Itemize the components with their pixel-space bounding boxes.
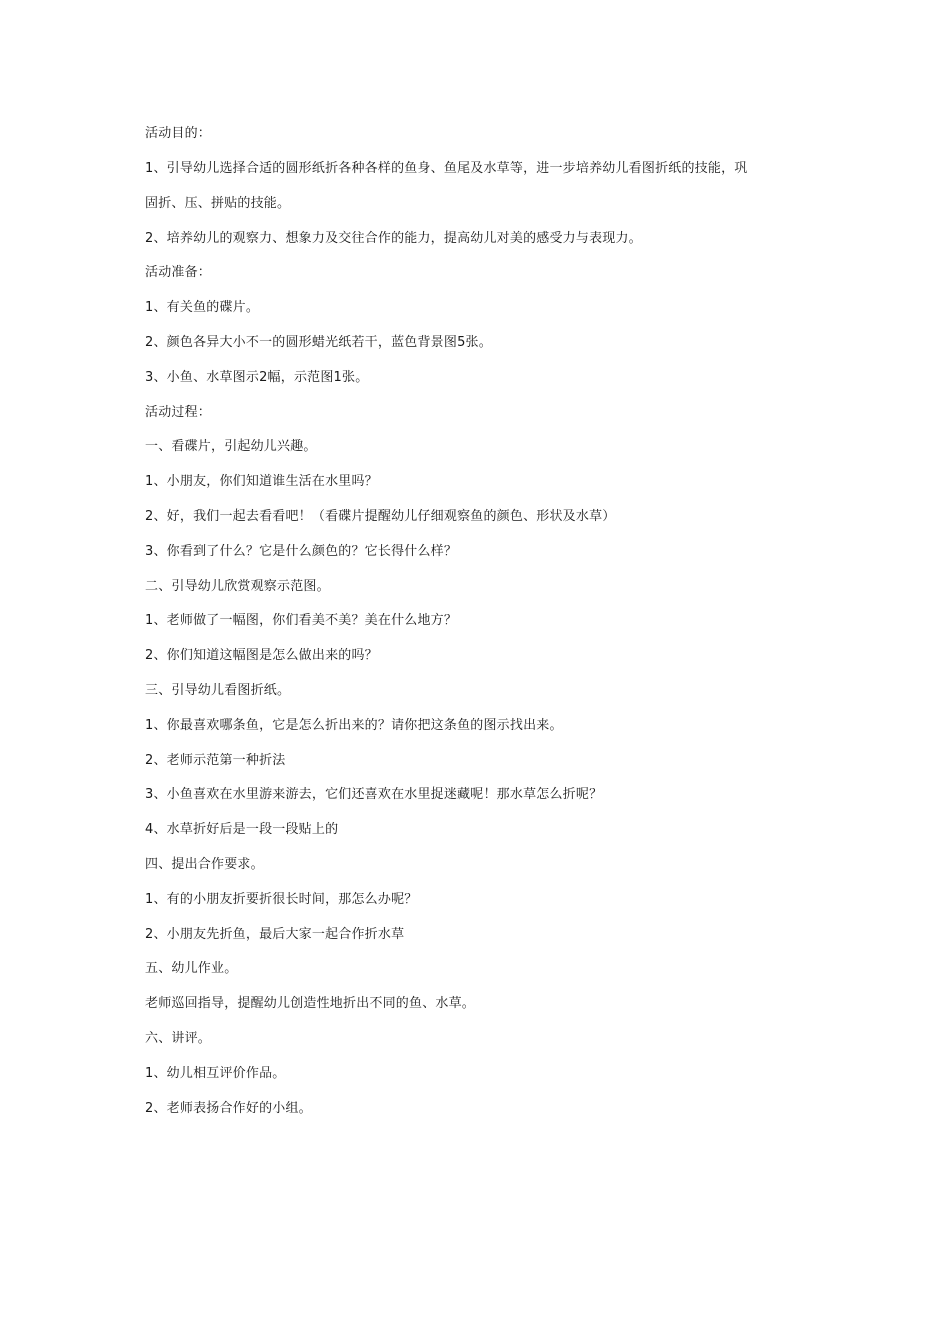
section-heading-objectives: 活动目的： bbox=[145, 126, 212, 141]
paragraph-line: 3、你看到了什么？它是什么颜色的？它长得什么样？ bbox=[145, 543, 458, 559]
section-heading-process: 活动过程： bbox=[145, 404, 212, 420]
paragraph-line: 1、有的小朋友折要折很长时间，那怎么办呢？ bbox=[145, 891, 418, 907]
paragraph-line: 2、颜色各异大小不一的圆形蜡光纸若干，蓝色背景图5张。 bbox=[145, 334, 492, 350]
paragraph-line: 2、小朋友先折鱼，最后大家一起合作折水草 bbox=[145, 926, 405, 942]
paragraph-line: 1、有关鱼的碟片。 bbox=[145, 300, 260, 316]
paragraph-line: 2、你们知道这幅图是怎么做出来的吗？ bbox=[145, 648, 378, 664]
paragraph-line: 老师巡回指导，提醒幼儿创造性地折出不同的鱼、水草。 bbox=[145, 996, 476, 1012]
paragraph-line: 1、幼儿相互评价作品。 bbox=[145, 1065, 286, 1081]
paragraph-line: 3、小鱼喜欢在水里游来游去，它们还喜欢在水里捉迷藏呢！那水草怎么折呢？ bbox=[145, 787, 603, 803]
section-heading-preparation: 活动准备： bbox=[145, 265, 212, 281]
document-body bbox=[145, 126, 810, 1135]
step-heading: 五、幼儿作业。 bbox=[145, 961, 238, 977]
step-heading: 二、引导幼儿欣赏观察示范图。 bbox=[145, 578, 330, 594]
paragraph-line: 固折、压、拼贴的技能。 bbox=[145, 195, 291, 211]
paragraph-line: 2、老师示范第一种折法 bbox=[145, 752, 286, 768]
paragraph-line: 1、你最喜欢哪条鱼，它是怎么折出来的？请你把这条鱼的图示找出来。 bbox=[145, 717, 563, 733]
paragraph-line: 3、小鱼、水草图示2幅，示范图1张。 bbox=[145, 369, 369, 385]
paragraph-line: 2、好，我们一起去看看吧！（看碟片提醒幼儿仔细观察鱼的颜色、形状及水草） bbox=[145, 508, 616, 524]
step-heading: 四、提出合作要求。 bbox=[145, 856, 264, 872]
paragraph-line: 2、老师表扬合作好的小组。 bbox=[145, 1100, 312, 1116]
paragraph-line: 1、引导幼儿选择合适的圆形纸折各种各样的鱼身、鱼尾及水草等，进一步培养幼儿看图折纸的技能，巩 bbox=[145, 160, 748, 176]
paragraph-line: 4、水草折好后是一段一段贴上的 bbox=[145, 822, 339, 838]
paragraph-line: 1、小朋友，你们知道谁生活在水里吗？ bbox=[145, 474, 378, 490]
paragraph-line: 2、培养幼儿的观察力、想象力及交往合作的能力，提高幼儿对美的感受力与表现力。 bbox=[145, 230, 642, 246]
paragraph-line: 1、老师做了一幅图，你们看美不美？美在什么地方？ bbox=[145, 613, 458, 629]
step-heading: 六、讲评。 bbox=[145, 1030, 212, 1046]
step-heading: 三、引导幼儿看图折纸。 bbox=[145, 682, 291, 698]
step-heading: 一、看碟片，引起幼儿兴趣。 bbox=[145, 439, 317, 455]
